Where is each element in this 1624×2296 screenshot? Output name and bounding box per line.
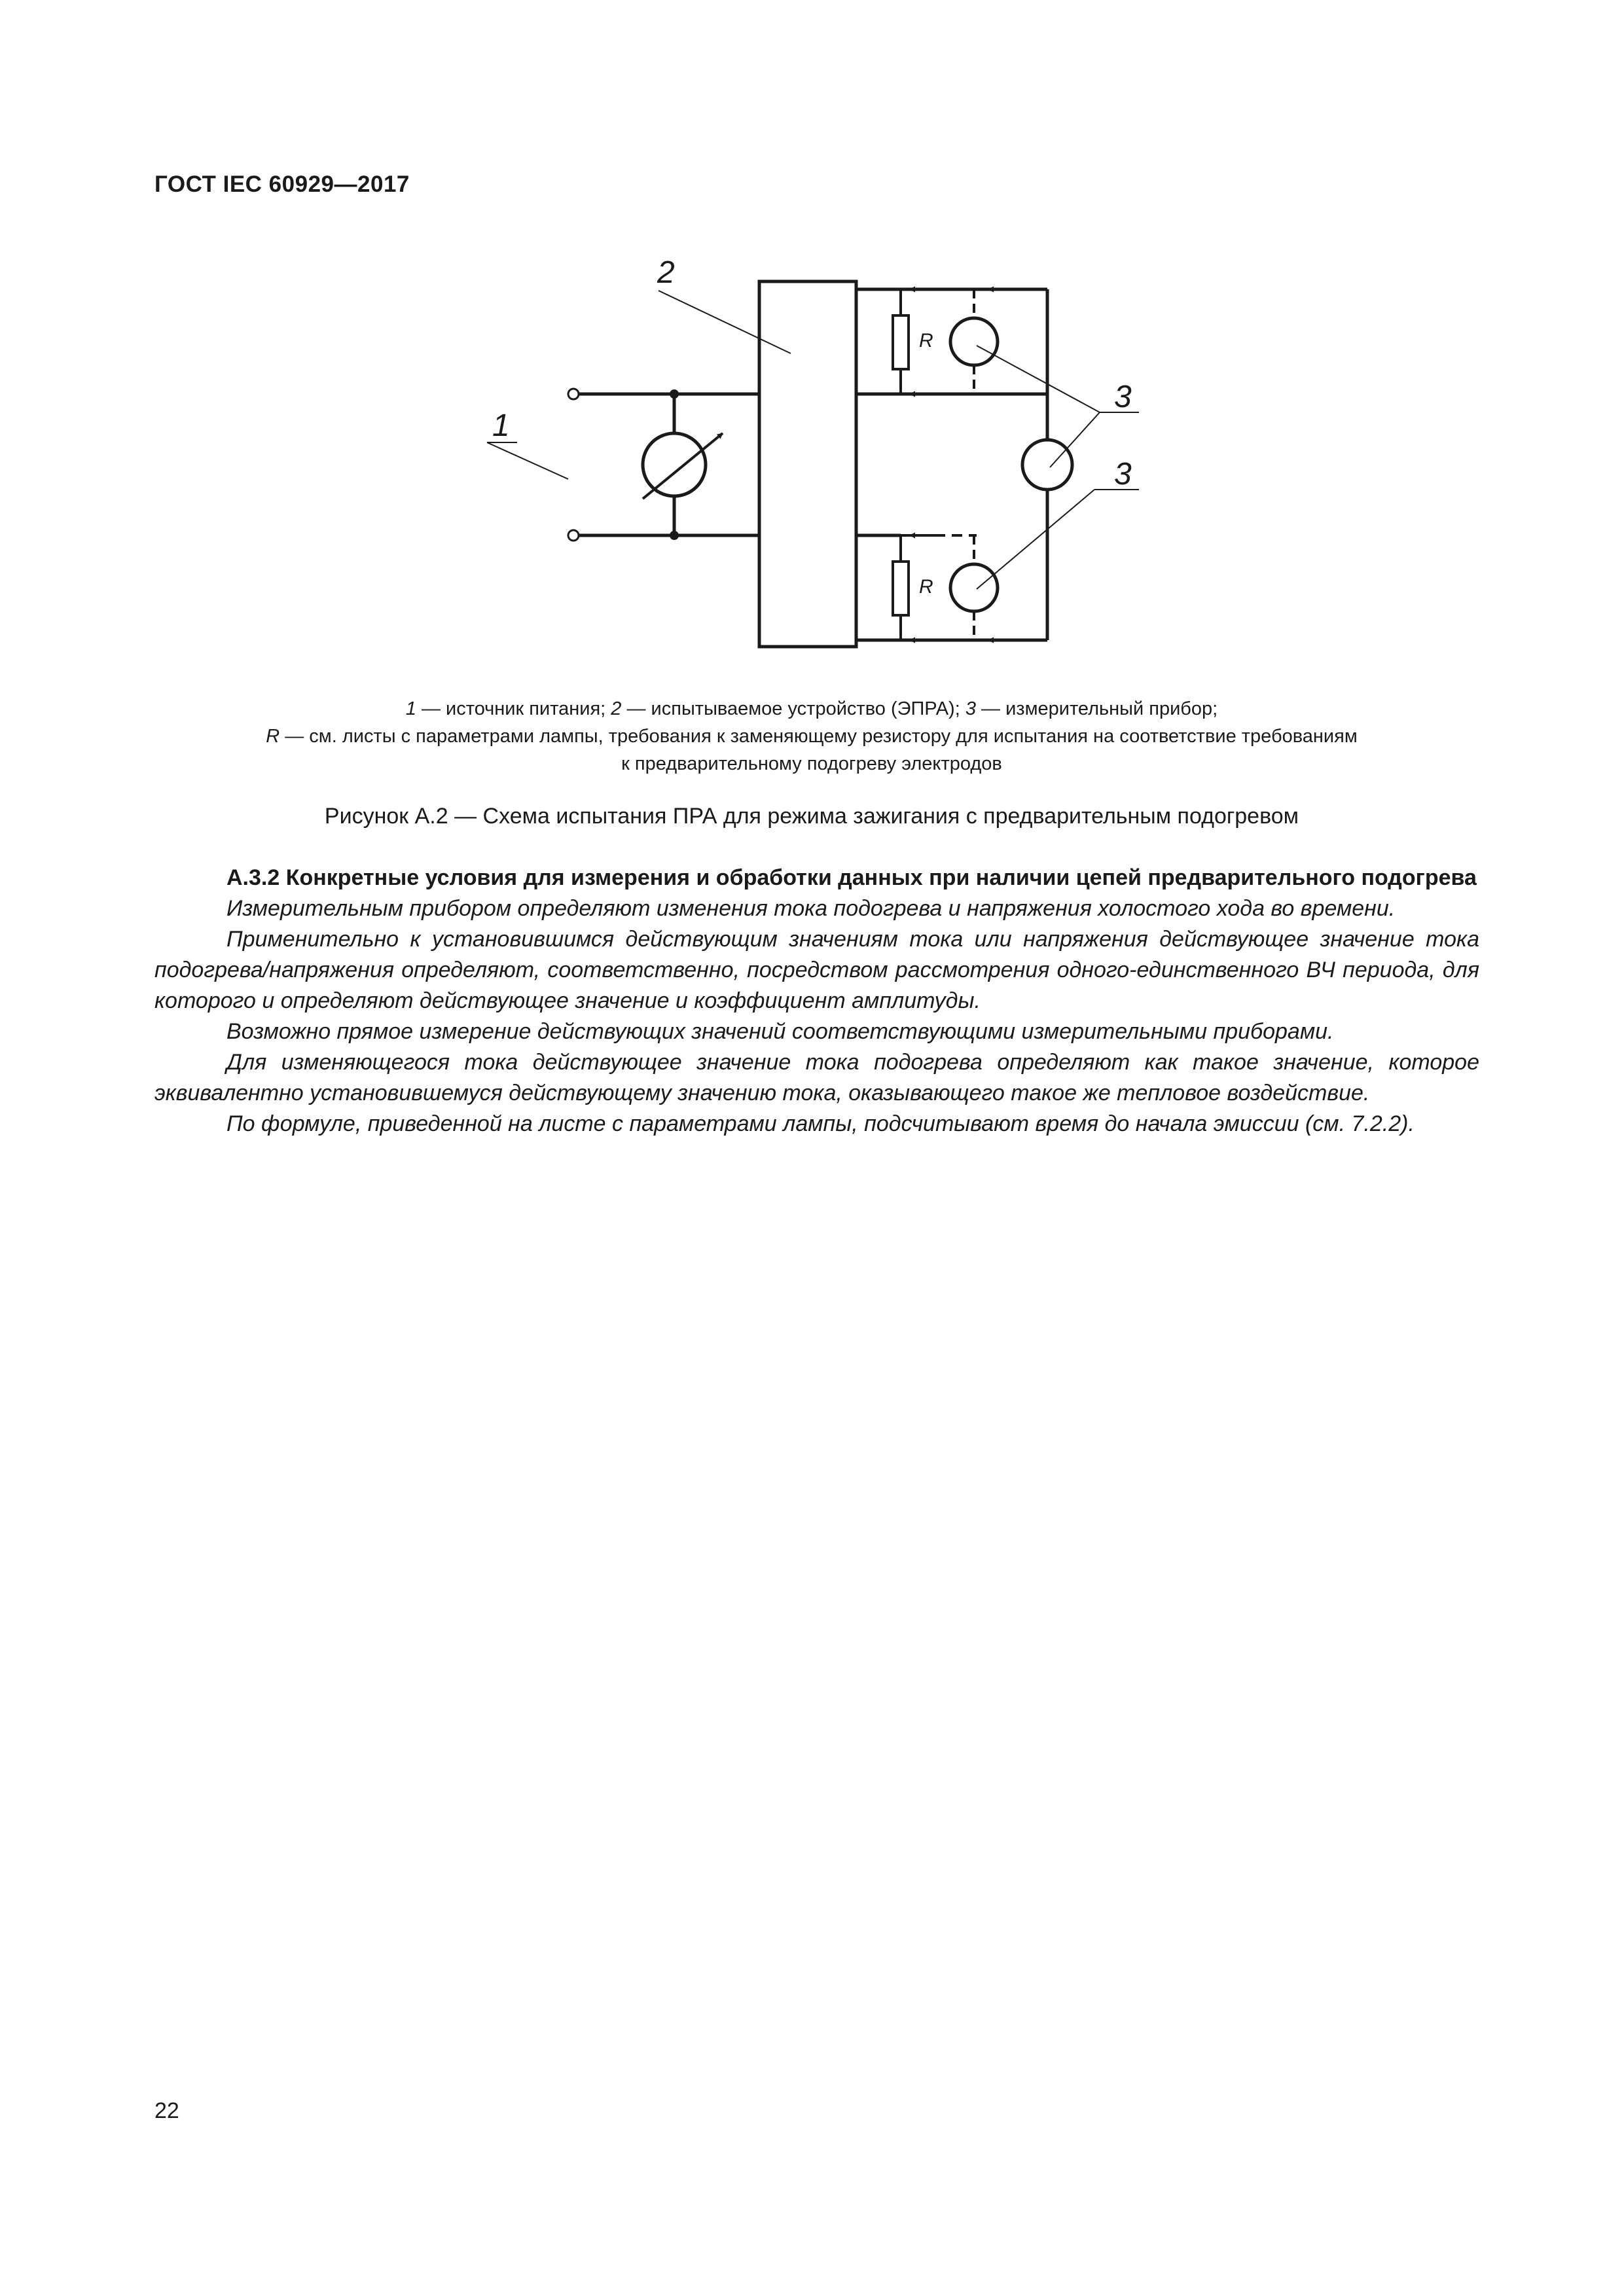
leader-3a: [977, 346, 1100, 412]
callout-3-lower: 3: [1114, 457, 1132, 492]
page-number: 22: [154, 2098, 179, 2123]
input-terminal-top: [568, 389, 579, 399]
device-box: [759, 281, 856, 647]
legend-line-2: R — см. листы с параметрами лампы, требования к заменяющему резистору для испытания на соответствие требованиям: [266, 726, 1358, 747]
meter-lower: [950, 564, 998, 611]
legend-line-3: к предварительному подогреву электродов: [621, 753, 1002, 774]
resistor-label-lower: R: [919, 576, 933, 598]
resistor-lower: [893, 562, 909, 615]
resistor-upper: [893, 315, 909, 369]
section-body: [154, 863, 1479, 1139]
paragraph: Измерительным прибором определяют изменения тока подогрева и напряжения холостого хода во времени.: [226, 896, 1396, 921]
resistor-label-upper: R: [919, 330, 933, 351]
variable-arrow: [643, 433, 723, 499]
callout-2: 2: [657, 255, 675, 290]
paragraph: Возможно прямое измерение действующих значений соответствующими измерительными приборами.: [226, 1019, 1334, 1044]
figure-title: Рисунок А.2 — Схема испытания ПРА для режима зажигания с предварительным подогревом: [324, 804, 1299, 829]
circuit-diagram: [0, 0, 1624, 694]
section-heading: А.3.2 Конкретные условия для измерения и обработки данных при наличии цепей предварительного подогрева: [226, 865, 1477, 890]
meter-upper: [950, 318, 998, 365]
paragraph: Применительно к установившимся действующим значениям тока или напряжения действующее значение тока подогрева/напряжения определяют, соответственно, посредством рассмотрения одного-единственного ВЧ периода, для которого и определяют действующее значение и коэффициент амплитуды.: [154, 927, 1479, 1013]
leader-3b: [1050, 412, 1100, 467]
paragraph: Для изменяющегося тока действующее значение тока подогрева определяют как такое значение, которое эквивалентно установившемуся действующему значению тока, оказывающего такое же тепловое воздействие.: [154, 1050, 1479, 1105]
document-header: ГОСТ IEC 60929—2017: [154, 171, 410, 197]
leader-1: [487, 442, 568, 479]
variable-source: [643, 433, 706, 496]
callout-3-upper: 3: [1114, 380, 1132, 414]
meter-middle: [1022, 440, 1072, 490]
paragraph: По формуле, приведенной на листе с параметрами лампы, подсчитывают время до начала эмиссии (см. 7.2.2).: [226, 1111, 1415, 1136]
figure-legend: [157, 695, 1466, 778]
input-terminal-bottom: [568, 530, 579, 541]
legend-line-1: 1 — источник питания; 2 — испытываемое устройство (ЭПРА); 3 — измерительный прибор;: [405, 698, 1218, 719]
leader-2: [659, 291, 791, 353]
callout-1: 1: [492, 408, 510, 443]
leader-3c: [977, 490, 1094, 589]
